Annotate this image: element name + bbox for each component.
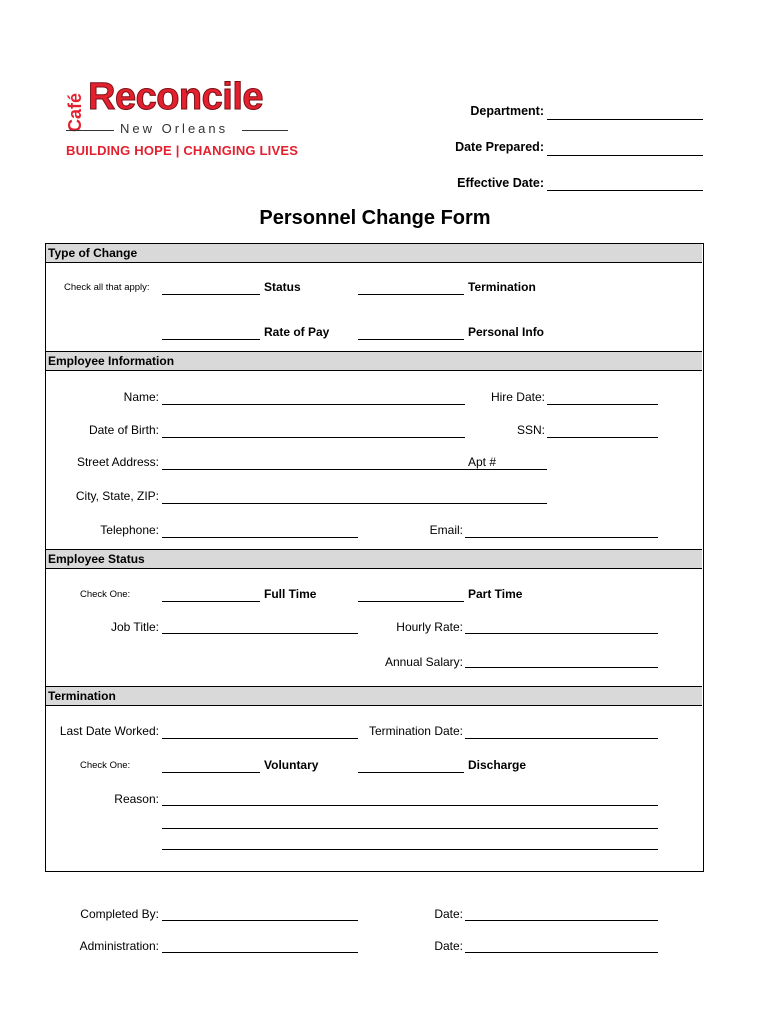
date-prepared-label: Date Prepared:: [455, 140, 544, 154]
voluntary-checkbox[interactable]: [162, 772, 260, 773]
logo-rule-left: [66, 130, 114, 131]
logo-cafe-label: Café: [65, 92, 85, 132]
termination-checkbox[interactable]: [358, 294, 464, 295]
administration-date-field[interactable]: [465, 952, 658, 953]
rate-of-pay-option-label: Rate of Pay: [264, 325, 330, 339]
city-state-zip-field[interactable]: [162, 503, 547, 504]
completed-by-label: Completed By:: [80, 907, 159, 921]
section-employee-status: [46, 549, 702, 569]
street-address-field[interactable]: [162, 469, 547, 470]
job-title-label: Job Title:: [110, 620, 159, 634]
department-label: Department:: [470, 104, 544, 118]
rate-of-pay-checkbox[interactable]: [162, 339, 260, 340]
termination-date-field[interactable]: [465, 738, 658, 739]
section-employee-information: [46, 351, 702, 371]
ssn-label: SSN:: [516, 423, 545, 437]
department-field[interactable]: [547, 119, 703, 120]
discharge-checkbox[interactable]: [358, 772, 464, 773]
email-label: Email:: [429, 523, 463, 537]
completed-by-field[interactable]: [162, 920, 358, 921]
logo-tagline: BUILDING HOPE | CHANGING LIVES: [66, 143, 299, 158]
date-prepared-field[interactable]: [547, 155, 703, 156]
last-date-worked-field[interactable]: [162, 738, 358, 739]
logo-rule-right: [242, 130, 288, 131]
reason-label: Reason:: [114, 792, 159, 806]
full-time-label: Full Time: [264, 587, 317, 601]
name-field[interactable]: [162, 404, 465, 405]
effective-date-label: Effective Date:: [457, 176, 544, 190]
termination-check-one: Check One:: [80, 760, 131, 771]
section-termination: [46, 686, 702, 706]
completed-date-field[interactable]: [465, 920, 658, 921]
administration-date-label: Date:: [434, 939, 463, 953]
administration-field[interactable]: [162, 952, 358, 953]
status-option-label: Status: [264, 280, 301, 294]
annual-salary-label: Annual Salary:: [384, 655, 463, 669]
page-title: Personnel Change Form: [259, 207, 491, 229]
check-all-instruction: Check all that apply:: [64, 282, 150, 293]
job-title-field[interactable]: [162, 633, 358, 634]
telephone-field[interactable]: [162, 537, 358, 538]
section-heading: Type of Change: [48, 246, 138, 260]
part-time-checkbox[interactable]: [358, 601, 464, 602]
section-type-of-change: [46, 243, 702, 263]
voluntary-label: Voluntary: [264, 758, 319, 772]
telephone-label: Telephone:: [100, 523, 159, 537]
dob-label: Date of Birth:: [88, 423, 159, 437]
hourly-rate-field[interactable]: [465, 633, 658, 634]
hire-date-label: Hire Date:: [490, 390, 545, 404]
section-heading: Termination: [48, 689, 116, 703]
administration-label: Administration:: [79, 939, 159, 953]
logo-city: New Orleans: [120, 121, 229, 136]
part-time-label: Part Time: [468, 587, 523, 601]
street-address-label: Street Address:: [76, 455, 159, 469]
dob-field[interactable]: [162, 437, 465, 438]
full-time-checkbox[interactable]: [162, 601, 260, 602]
section-heading: Employee Information: [48, 354, 175, 368]
section-heading: Employee Status: [48, 552, 145, 566]
logo-name: Reconcile: [88, 76, 264, 118]
reason-field-line-3[interactable]: [162, 849, 658, 850]
name-label: Name:: [123, 390, 159, 404]
city-state-zip-label: City, State, ZIP:: [75, 489, 159, 503]
logo-cafe-text: [64, 78, 86, 134]
personal-info-option-label: Personal Info: [468, 325, 545, 339]
personal-info-checkbox[interactable]: [358, 339, 464, 340]
reason-field-line-2[interactable]: [162, 828, 658, 829]
status-check-one: Check One:: [80, 589, 131, 600]
status-checkbox[interactable]: [162, 294, 260, 295]
hire-date-field[interactable]: [547, 404, 658, 405]
hourly-rate-label: Hourly Rate:: [396, 620, 463, 634]
termination-option-label: Termination: [468, 280, 536, 294]
termination-date-label: Termination Date:: [368, 724, 463, 738]
completed-date-label: Date:: [434, 907, 463, 921]
reason-field-line-1[interactable]: [162, 805, 658, 806]
effective-date-field[interactable]: [547, 190, 703, 191]
discharge-label: Discharge: [468, 758, 527, 772]
last-date-worked-label: Last Date Worked:: [59, 724, 159, 738]
email-field[interactable]: [465, 537, 658, 538]
apt-label: Apt #: [468, 455, 497, 469]
ssn-field[interactable]: [547, 437, 658, 438]
annual-salary-field[interactable]: [465, 667, 658, 668]
